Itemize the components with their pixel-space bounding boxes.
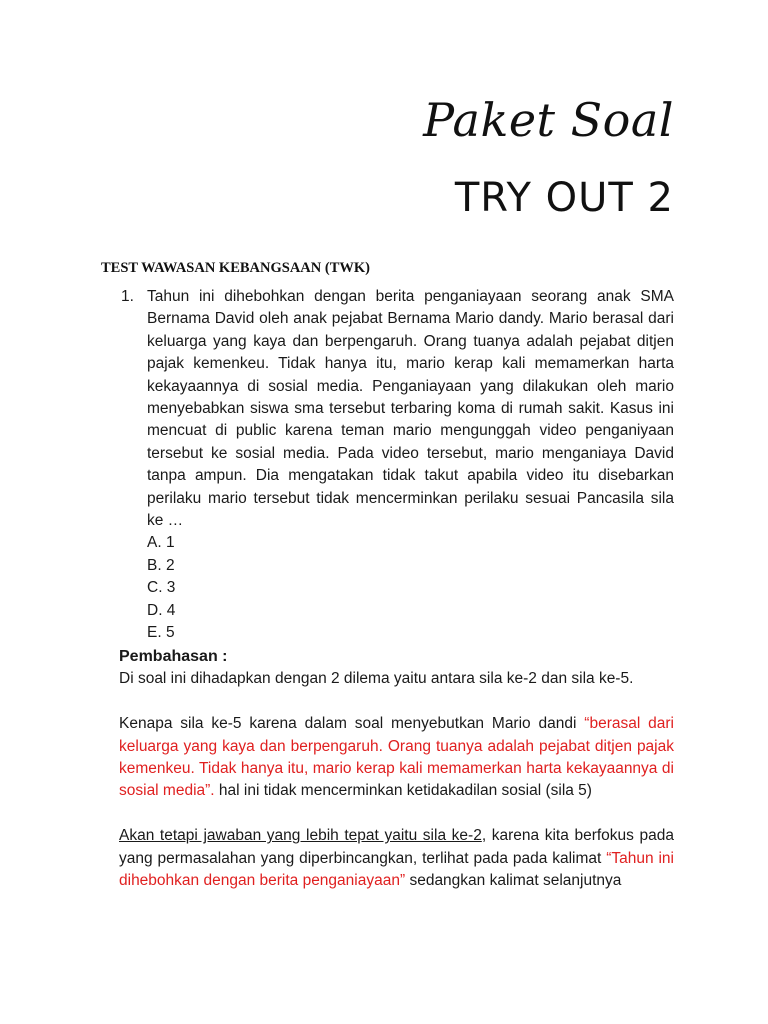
discussion-block — [119, 646, 674, 892]
option-d: D. 4 — [147, 601, 176, 619]
p2-intro: Kenapa sila ke-5 karena dalam soal menyebutkan Mario dandi — [119, 715, 585, 733]
paragraph-spacer — [119, 691, 674, 713]
answer-options — [121, 532, 674, 644]
question-number: 1. — [121, 288, 134, 305]
option-e: E. 5 — [147, 624, 175, 642]
p3-mid: , karena kita berfokus pada yang permasalahan yang diperbincangkan, terlihat pada pada kalimat — [119, 827, 675, 867]
discussion-paragraph-2 — [119, 713, 674, 803]
p3-end: sedangkan kalimat selanjutnya — [405, 872, 622, 890]
discussion-paragraph-3 — [119, 825, 674, 892]
p3-red-quote: “Tahun ini dihebohkan dengan berita penganiayaan” — [119, 849, 674, 890]
script-title: Paket Soal — [423, 93, 674, 147]
option-b: B. 2 — [147, 556, 175, 574]
paragraph-spacer — [119, 803, 674, 825]
section-heading: TEST WAWASAN KEBANGSAAN (TWK) — [101, 260, 370, 276]
option-a: A. 1 — [147, 534, 175, 552]
p2-red-quote: “berasal dari keluarga yang kaya dan berpengaruh. Orang tuanya adalah pejabat ditjen pajak kemenkeu. Tidak hanya itu, mario kerap kali memamerkan harta kekayaannya di sosial media”. — [119, 715, 674, 800]
option-c: C. 3 — [147, 579, 176, 597]
question-block — [121, 286, 674, 644]
discussion-paragraph-1: Di soal ini dihadapkan dengan 2 dilema yaitu antara sila ke-2 dan sila ke-5. — [119, 670, 634, 688]
p3-underlined-answer: Akan tetapi jawaban yang lebih tepat yaitu sila ke-2 — [119, 827, 482, 845]
p2-end: hal ini tidak mencerminkan ketidakadilan sosial (sila 5) — [214, 782, 592, 800]
question-text: Tahun ini dihebohkan dengan berita penganiayaan seorang anak SMA Bernama David oleh anak pejabat Bernama Mario dandy. Mario berasal dari keluarga yang kaya dan berpengaruh. Orang tuanya adalah pejabat ditjen pajak kemenkeu. Tidak hanya itu, mario kerap kali memamerkan harta kekayaannya di sosial media. Penganiayaan yang dilakukan oleh mario menyebabkan siswa sma tersebut terbaring koma di rumah sakit. Kasus ini mencuat di public karena teman mario mengunggah video penganiyaan tersebut ke sosial media. Pada video tersebut, mario menganiaya David tanpa ampun. Dia mengatakan tidak takut apabila video itu disebarkan perilaku mario tersebut tidak mencerminkan perilaku sesuai Pancasila sila ke … — [147, 288, 674, 530]
main-title: TRY OUT 2 — [454, 175, 674, 221]
discussion-heading: Pembahasan : — [119, 648, 228, 665]
